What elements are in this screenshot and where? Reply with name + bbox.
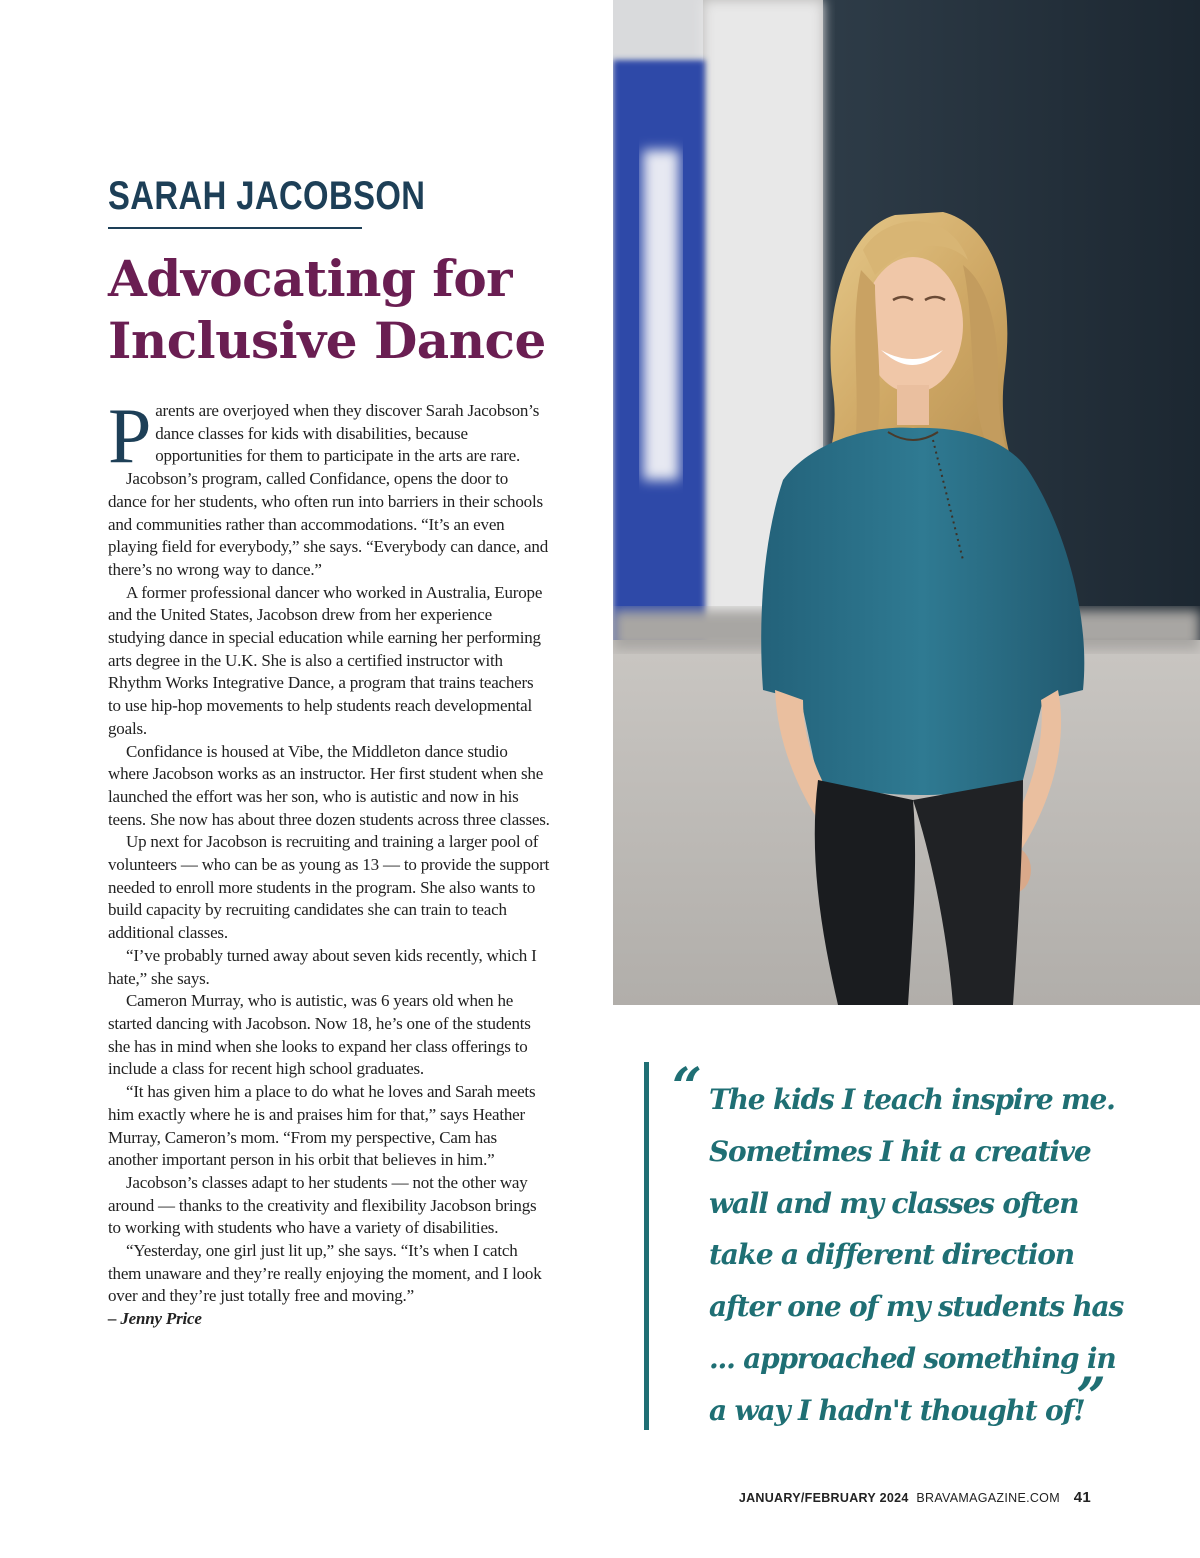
article-paragraph: [108, 392, 550, 479]
pull-quote-line: take a different direction: [709, 1238, 1074, 1272]
article-paragraph: Jacobson’s program, called Confidance, opens the door to dance for her students, who often run into barriers in their schools and communities rather than accommodations. “It’s an even playing field for everybody,” she says. “Everybody can dance, and there’s no wrong way to dance.”: [108, 469, 549, 579]
section-kicker: SARAH JACOBSON: [108, 174, 426, 218]
page-number: 41: [1073, 1489, 1091, 1506]
article-paragraph: Jacobson’s classes adapt to her students — not the other way around — thanks to the creativity and flexibility Jacobson brings to working with students who have a variety of disabilities.: [108, 1172, 537, 1238]
article-paragraph: Cameron Murray, who is autistic, was 6 years old when he started dancing with Jacobson. Now 18, he’s one of the students she has in mind when she looks to expand her class offerings to include a class for recent high school graduates.: [108, 991, 531, 1079]
article-body: [108, 392, 550, 1331]
headline-line: Inclusive Dance: [108, 311, 546, 370]
open-quote-mark: “: [672, 1057, 702, 1118]
pull-quote-line: The kids I teach inspire me.: [709, 1083, 1115, 1116]
headline-line: Advocating for: [108, 249, 513, 308]
pull-quote-line: wall and my classes often: [709, 1186, 1079, 1220]
article-paragraph: “It has given him a place to do what he loves and Sarah meets him exactly where he is and praises him for that,” says Heather Murray, Cameron’s mom. “From my perspective, Cam has another important person in his orbit that believes in him.”: [108, 1082, 536, 1170]
article-paragraph: “Yesterday, one girl just lit up,” she says. “It’s when I catch them unaware and they’re really enjoying the moment, and I look over and they’re just totally free and moving.”: [108, 1241, 542, 1306]
article-paragraph: A former professional dancer who worked in Australia, Europe and the United States, Jacobson drew from her experience studying dance in special education while earning her performing arts degree in the U.K. She is also a certified instructor with Rhythm Works Integrative Dance, a program that trains teachers to use hip-hop movements to help students reach developmental goals.: [108, 582, 543, 738]
article-paragraph: “I’ve probably turned away about seven kids recently, which I hate,” she says.: [108, 945, 537, 988]
close-quote-mark: ”: [1076, 1367, 1106, 1428]
article-headline: [108, 248, 588, 372]
first-paragraph-text: arents are overjoyed when they discover Sarah Jacobson’s dance classes for kids with disabilities, because opportunities for them to participate in the arts are rare.: [155, 401, 540, 466]
pull-quote-line: after one of my students has: [709, 1290, 1124, 1324]
pull-quote-line: ... approached something in: [709, 1341, 1116, 1375]
pull-quote-line: Sometimes I hit a creative: [709, 1134, 1091, 1168]
page-footer: [739, 1488, 1091, 1508]
kicker-underline: [108, 227, 362, 229]
pull-quote-line: a way I hadn't thought of!: [709, 1393, 1085, 1427]
drop-cap: P: [108, 392, 152, 479]
article-paragraph: Confidance is housed at Vibe, the Middleton dance studio where Jacobson works as an instructor. Her first student when she launched the effort was her son, who is autistic and now in his teens. She now has about three dozen students across three classes.: [108, 741, 550, 829]
issue-date: JANUARY/FEBRUARY 2024: [738, 1491, 909, 1505]
portrait-photo: [613, 0, 1200, 1005]
pull-quote-bar: [644, 1062, 649, 1430]
byline: – Jenny Price: [108, 1309, 202, 1329]
website-link[interactable]: BRAVAMAGAZINE.COM: [916, 1491, 1060, 1505]
article-paragraph: Up next for Jacobson is recruiting and training a larger pool of volunteers — who can be as young as 13 — to provide the support needed to enroll more students in the program. She also wants to build capacity by recruiting candidates she can train to teach additional classes.: [108, 832, 550, 943]
